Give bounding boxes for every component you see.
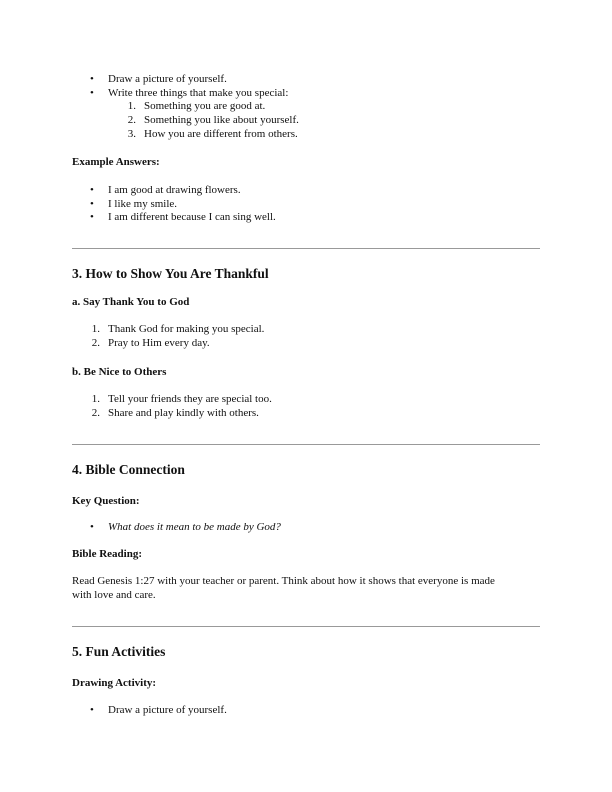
divider — [72, 626, 540, 627]
key-question: What does it mean to be made by God? — [108, 521, 281, 533]
list-item-text: Write three things that make you special: — [108, 87, 289, 99]
list-item-text: Share and play kindly with others. — [108, 407, 259, 419]
section-4-title: 4. Bible Connection — [72, 462, 185, 477]
subheading: Drawing Activity: — [72, 677, 157, 689]
list-item-text: Draw a picture of yourself. — [108, 704, 227, 716]
section-3-title: 3. How to Show You Are Thankful — [72, 266, 269, 281]
subheading: b. Be Nice to Others — [72, 366, 167, 378]
subheading: Bible Reading: — [72, 548, 142, 560]
example-heading: Example Answers: — [72, 156, 160, 168]
list-item-text: Something you like about yourself. — [144, 114, 299, 126]
list-item-text: Thank God for making you special. — [108, 323, 265, 335]
document-page: • Draw a picture of yourself. • Write three things that make you special: 1. Something you are good at. 2. Something you like about yourself. 3. How you are different from others. Example Answers: • I am good at drawing flowers. • I like my smile. • I am different because I can sing well. 3. How to Show You Are Thankful a. Say Thank You to God 1. Thank God for making you special. 2. Pray to Him every day. b. Be Nice to Others 1. Tell your friends they are special too. 2. Share and play kindly with others. 4. Bible Connection Key Question: • What does it mean to be made by God? Bible Reading: Read Genesis 1:27 with your teacher or parent. Think about how it shows that everyone is made with love and care. 5. Fun Activities Drawing Activity: • Draw a picture of yourself. — [0, 0, 612, 792]
subheading: a. Say Thank You to God — [72, 296, 190, 308]
section-5-title: 5. Fun Activities — [72, 644, 166, 659]
divider — [72, 248, 540, 249]
list-item-text: Tell your friends they are special too. — [108, 393, 272, 405]
paragraph-line: Read Genesis 1:27 with your teacher or parent. Think about how it shows that everyone is made — [72, 575, 495, 587]
paragraph-line: with love and care. — [72, 589, 156, 601]
list-item-text: I like my smile. — [108, 198, 178, 210]
list-item-text: I am good at drawing flowers. — [108, 184, 241, 196]
list-item-text: I am different because I can sing well. — [108, 211, 276, 223]
list-item-text: Something you are good at. — [144, 100, 266, 112]
divider — [72, 444, 540, 445]
list-item-text: Pray to Him every day. — [108, 337, 210, 349]
list-item-text: Draw a picture of yourself. — [108, 73, 227, 85]
list-item-text: How you are different from others. — [144, 128, 298, 140]
subheading: Key Question: — [72, 495, 140, 507]
